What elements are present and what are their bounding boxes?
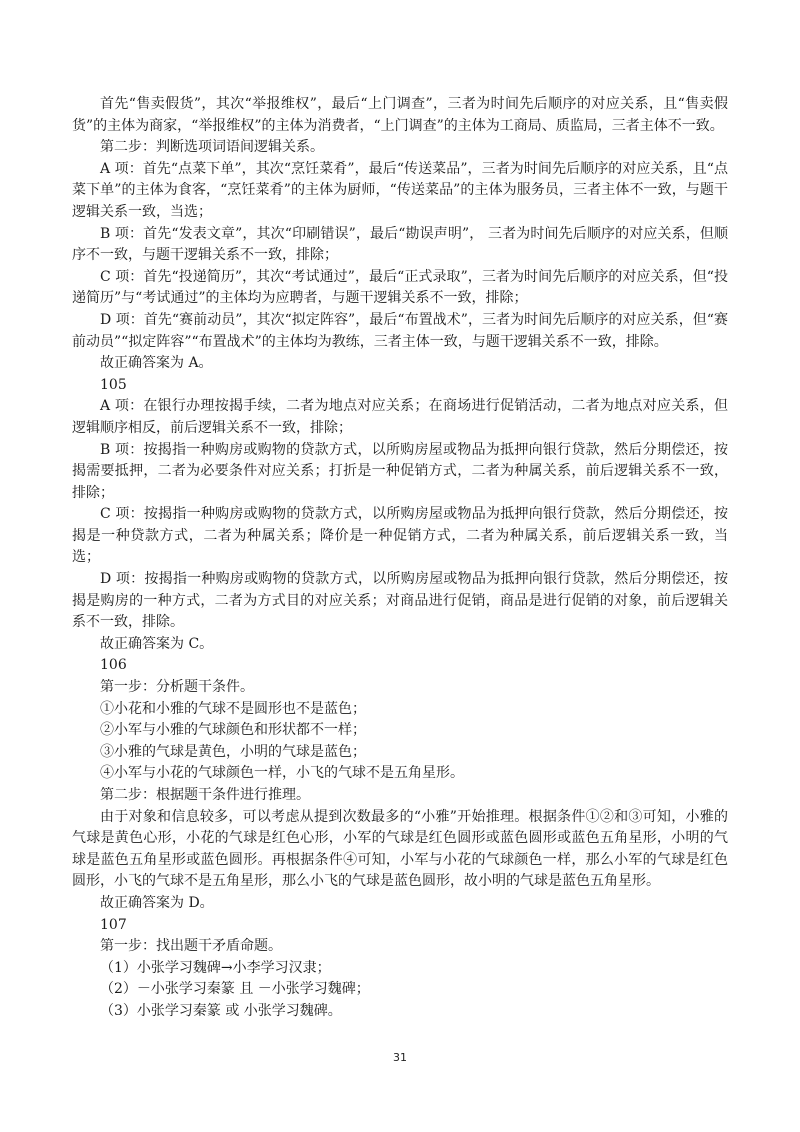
paragraph: 首先“售卖假货”，其次“举报维权”，最后“上门调查”，三者为时间先后顺序的对应关系，且“售卖假货”的主体为商家，“举报维权”的主体为消费者，“上门调查”的主体为工商局、质监局，三者主体不一致。 xyxy=(72,96,728,134)
paragraph: 第二步：根据题干条件进行推理。 xyxy=(100,787,310,803)
paragraph: 第二步：判断选项词语间逻辑关系。 xyxy=(100,139,324,156)
question-number: 107 xyxy=(100,916,127,933)
paragraph: （3）小张学习秦篆 或 小张学习魏碑。 xyxy=(100,1002,342,1019)
paragraph: 故正确答案为 A。 xyxy=(100,355,213,372)
question-number: 105 xyxy=(100,376,127,393)
paragraph: 第一步：找出题干矛盾命题。 xyxy=(100,938,282,955)
paragraph: ①小花和小雅的气球不是圆形也不是蓝色； xyxy=(100,700,366,717)
paragraph: （1）小张学习魏碑→小李学习汉隶； xyxy=(100,959,331,976)
paragraph: D 项：首先“赛前动员”，其次“拟定阵容”，最后“布置战术”，三者为时间先后顺序的对应关系，但“赛前动员”“拟定阵容”“布置战术”的主体均为教练，三者主体一致，与题干逻辑关系不一致，排除。 xyxy=(72,311,728,350)
paragraph: ③小雅的气球是黄色，小明的气球是蓝色； xyxy=(100,743,366,760)
paragraph: A 项：在银行办理按揭手续，二者为地点对应关系；在商场进行促销活动，二者为地点对应关系，但逻辑顺序相反，前后逻辑关系不一致，排除； xyxy=(72,398,728,436)
paragraph: 故正确答案为 C。 xyxy=(100,635,214,652)
paragraph: ④小军与小花的气球颜色一样，小飞的气球不是五角星形。 xyxy=(100,765,464,782)
paragraph: ②小军与小雅的气球颜色和形状都不一样； xyxy=(100,722,366,739)
paragraph: D 项：按揭指一种购房或购物的贷款方式，以所购房屋或物品为抵押向银行贷款，然后分期偿还，按揭是购房的一种方式，二者为方式目的对应关系；对商品进行促销，商品是进行促销的对象，前后逻辑关系不一致，排除。 xyxy=(72,571,728,631)
paragraph: （2）－小张学习秦篆 且 －小张学习魏碑； xyxy=(100,981,370,998)
paragraph: 故正确答案为 D。 xyxy=(100,894,214,911)
paragraph: A 项：首先“点菜下单”，其次“烹饪菜肴”，最后“传送菜品”，三者为时间先后顺序的对应关系，且“点菜下单”的主体为食客，“烹饪菜肴”的主体为厨师，“传送菜品”的主体为服务员，三者主体不一致，与题干逻辑关系一致，当选； xyxy=(72,160,728,220)
page-number: 31 xyxy=(393,1051,407,1064)
paragraph: C 项：首先“投递简历”，其次“考试通过”，最后“正式录取”，三者为时间先后顺序的对应关系，但“投递简历”与“考试通过”的主体均为应聘者，与题干逻辑关系不一致，排除； xyxy=(72,268,728,307)
paragraph: B 项：首先“发表文章”，其次“印刷错误”，最后“勘误声明”， 三者为时间先后顺序的对应关系，但顺序不一致，与题干逻辑关系不一致，排除； xyxy=(72,225,728,264)
paragraph: 第一步：分析题干条件。 xyxy=(100,679,254,696)
paragraph: B 项：按揭指一种购房或购物的贷款方式，以所购房屋或物品为抵押向银行贷款，然后分期偿还，按揭需要抵押，二者为必要条件对应关系；打折是一种促销方式，二者为种属关系，前后逻辑关系不一致，排除； xyxy=(72,441,728,501)
document-body xyxy=(72,94,728,1023)
question-number: 106 xyxy=(100,657,127,674)
paragraph: 由于对象和信息较多，可以考虑从提到次数最多的“小雅”开始推理。根据条件①②和③可知，小雅的气球是黄色心形，小花的气球是红色心形，小军的气球是红色圆形或蓝色圆形或蓝色五角星形，小明的气球是蓝色五角星形或蓝色圆形。再根据条件④可知，小军与小花的气球颜色一样，那么小军的气球是红色圆形，小飞的气球不是五角星形，那么小飞的气球是蓝色圆形，故小明的气球是蓝色五角星形。 xyxy=(72,808,728,890)
paragraph: C 项：按揭指一种购房或购物的贷款方式，以所购房屋或物品为抵押向银行贷款，然后分期偿还，按揭是一种贷款方式，二者为种属关系；降价是一种促销方式，二者为种属关系，前后逻辑关系一致，当选； xyxy=(72,506,728,566)
